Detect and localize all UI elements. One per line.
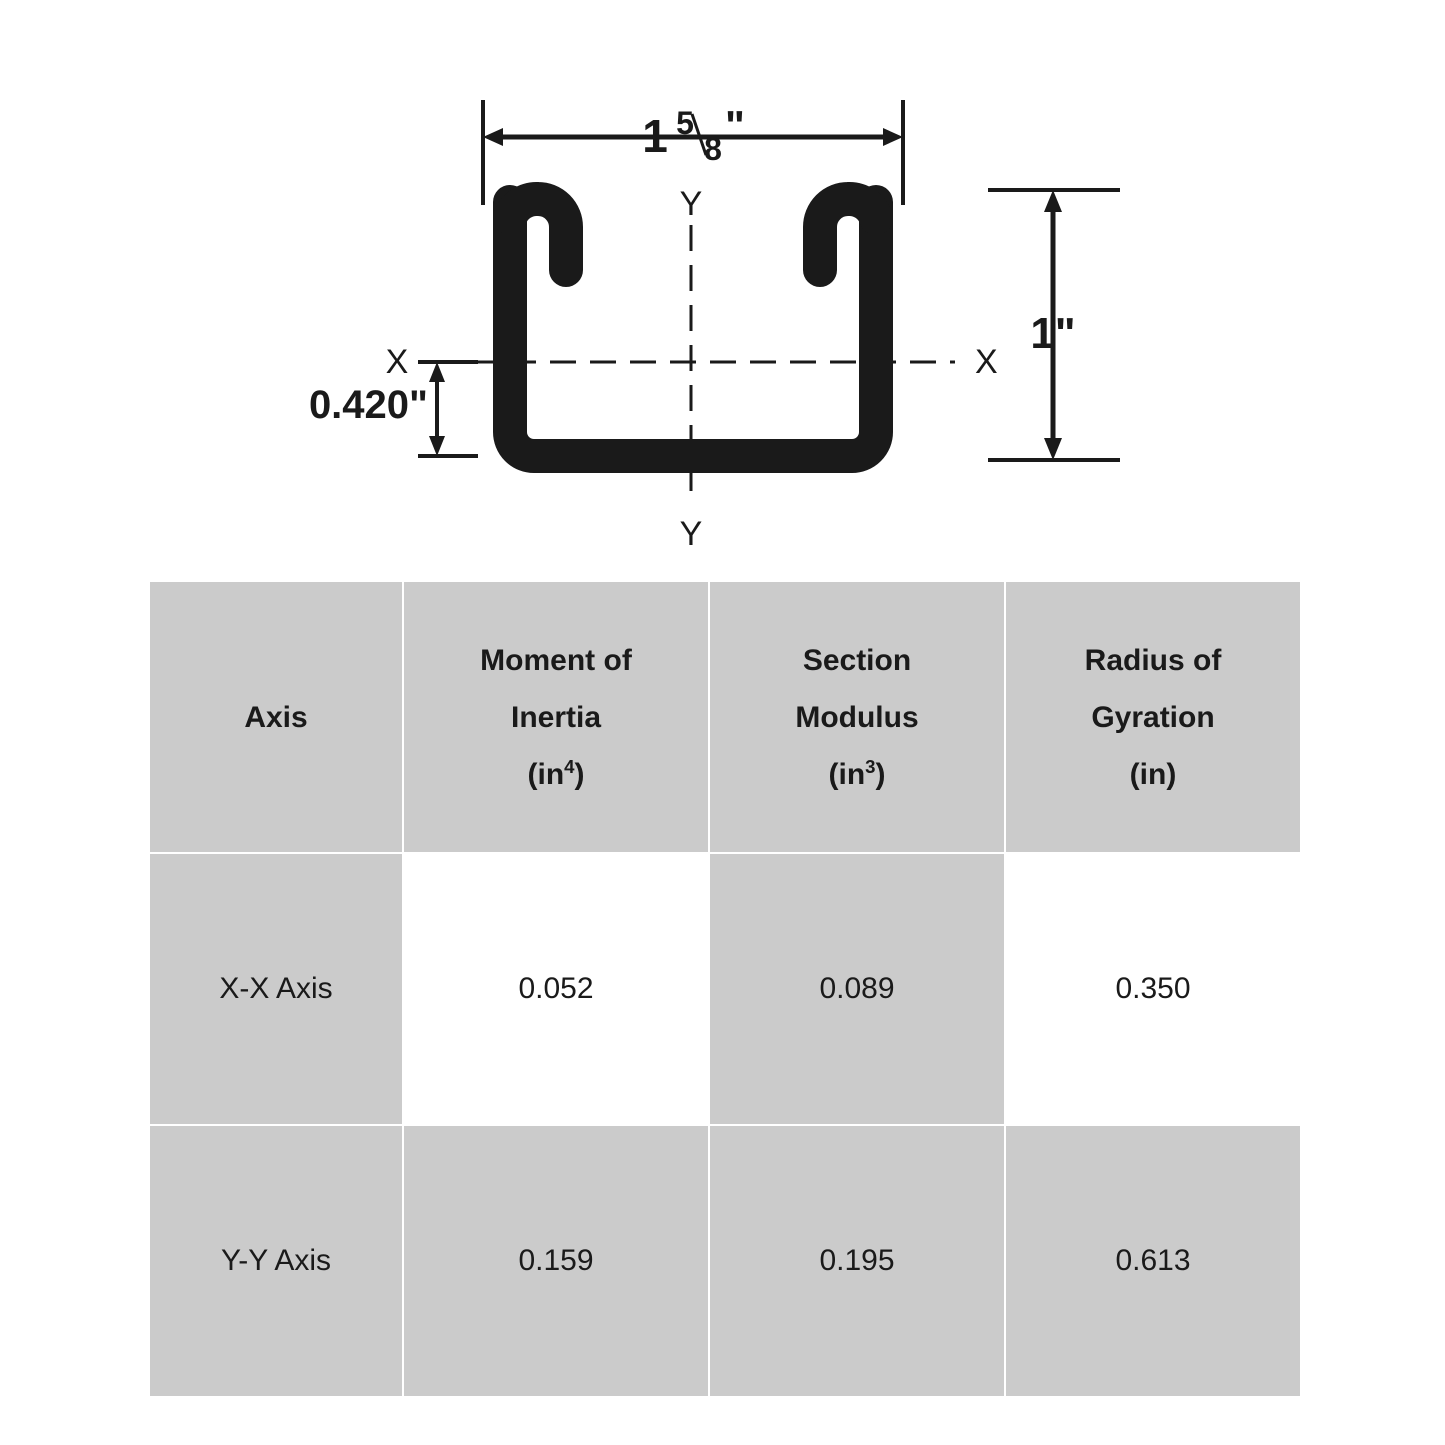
row-xx-moment-of-inertia: 0.052 bbox=[403, 853, 709, 1125]
header-sm-line2: Modulus bbox=[795, 700, 919, 734]
row-yy-axis-name: Y-Y Axis bbox=[149, 1125, 403, 1397]
x-axis-label-right: X bbox=[975, 343, 998, 381]
section-properties-table bbox=[148, 580, 1302, 1398]
header-moment-of-inertia bbox=[403, 581, 709, 853]
y-axis-label-top: Y bbox=[679, 185, 703, 223]
header-axis-label: Axis bbox=[244, 700, 308, 734]
row-xx-axis-name: X-X Axis bbox=[149, 853, 403, 1125]
height-dimension-label: 1" bbox=[1030, 309, 1076, 358]
table-header-row bbox=[149, 581, 1301, 853]
x-axis-label-left: X bbox=[385, 343, 409, 381]
thickness-dimension-label: 0.420" bbox=[308, 383, 428, 427]
row-yy-section-modulus: 0.195 bbox=[709, 1125, 1005, 1397]
row-yy-radius-of-gyration: 0.613 bbox=[1005, 1125, 1301, 1397]
table-row bbox=[149, 853, 1301, 1125]
header-rg-unit: (in) bbox=[1129, 757, 1177, 791]
header-section-modulus bbox=[709, 581, 1005, 853]
width-numerator: 5 bbox=[676, 105, 694, 141]
header-rg-line2: Gyration bbox=[1091, 700, 1215, 734]
header-moi-line1: Moment of bbox=[480, 643, 632, 677]
y-axis-label-bottom: Y bbox=[679, 515, 703, 553]
width-dimension-label bbox=[642, 102, 745, 167]
header-radius-of-gyration bbox=[1005, 581, 1301, 853]
row-xx-section-modulus: 0.089 bbox=[709, 853, 1005, 1125]
table-row bbox=[149, 1125, 1301, 1397]
header-axis bbox=[149, 581, 403, 853]
header-moi-line2: Inertia bbox=[510, 700, 602, 734]
header-moi-unit-post: ) bbox=[574, 757, 585, 791]
header-moi-unit bbox=[404, 746, 708, 803]
row-xx-radius-of-gyration: 0.350 bbox=[1005, 853, 1301, 1125]
header-moi-unit-pre: (in bbox=[527, 757, 565, 791]
header-moi-unit-sup: 4 bbox=[564, 755, 575, 777]
header-sm-unit-sup: 3 bbox=[865, 755, 876, 777]
width-whole-number: 1 bbox=[642, 110, 668, 162]
header-sm-line1: Section bbox=[802, 643, 912, 677]
header-sm-unit bbox=[710, 746, 1004, 803]
width-unit: " bbox=[725, 102, 745, 149]
header-sm-unit-post: ) bbox=[875, 757, 886, 791]
strut-channel-profile bbox=[505, 184, 881, 456]
row-yy-moment-of-inertia: 0.159 bbox=[403, 1125, 709, 1397]
header-rg-line1: Radius of bbox=[1084, 643, 1222, 677]
width-denominator: 8 bbox=[704, 131, 722, 167]
header-sm-unit-pre: (in bbox=[828, 757, 866, 791]
cross-section-drawing bbox=[0, 0, 1445, 570]
